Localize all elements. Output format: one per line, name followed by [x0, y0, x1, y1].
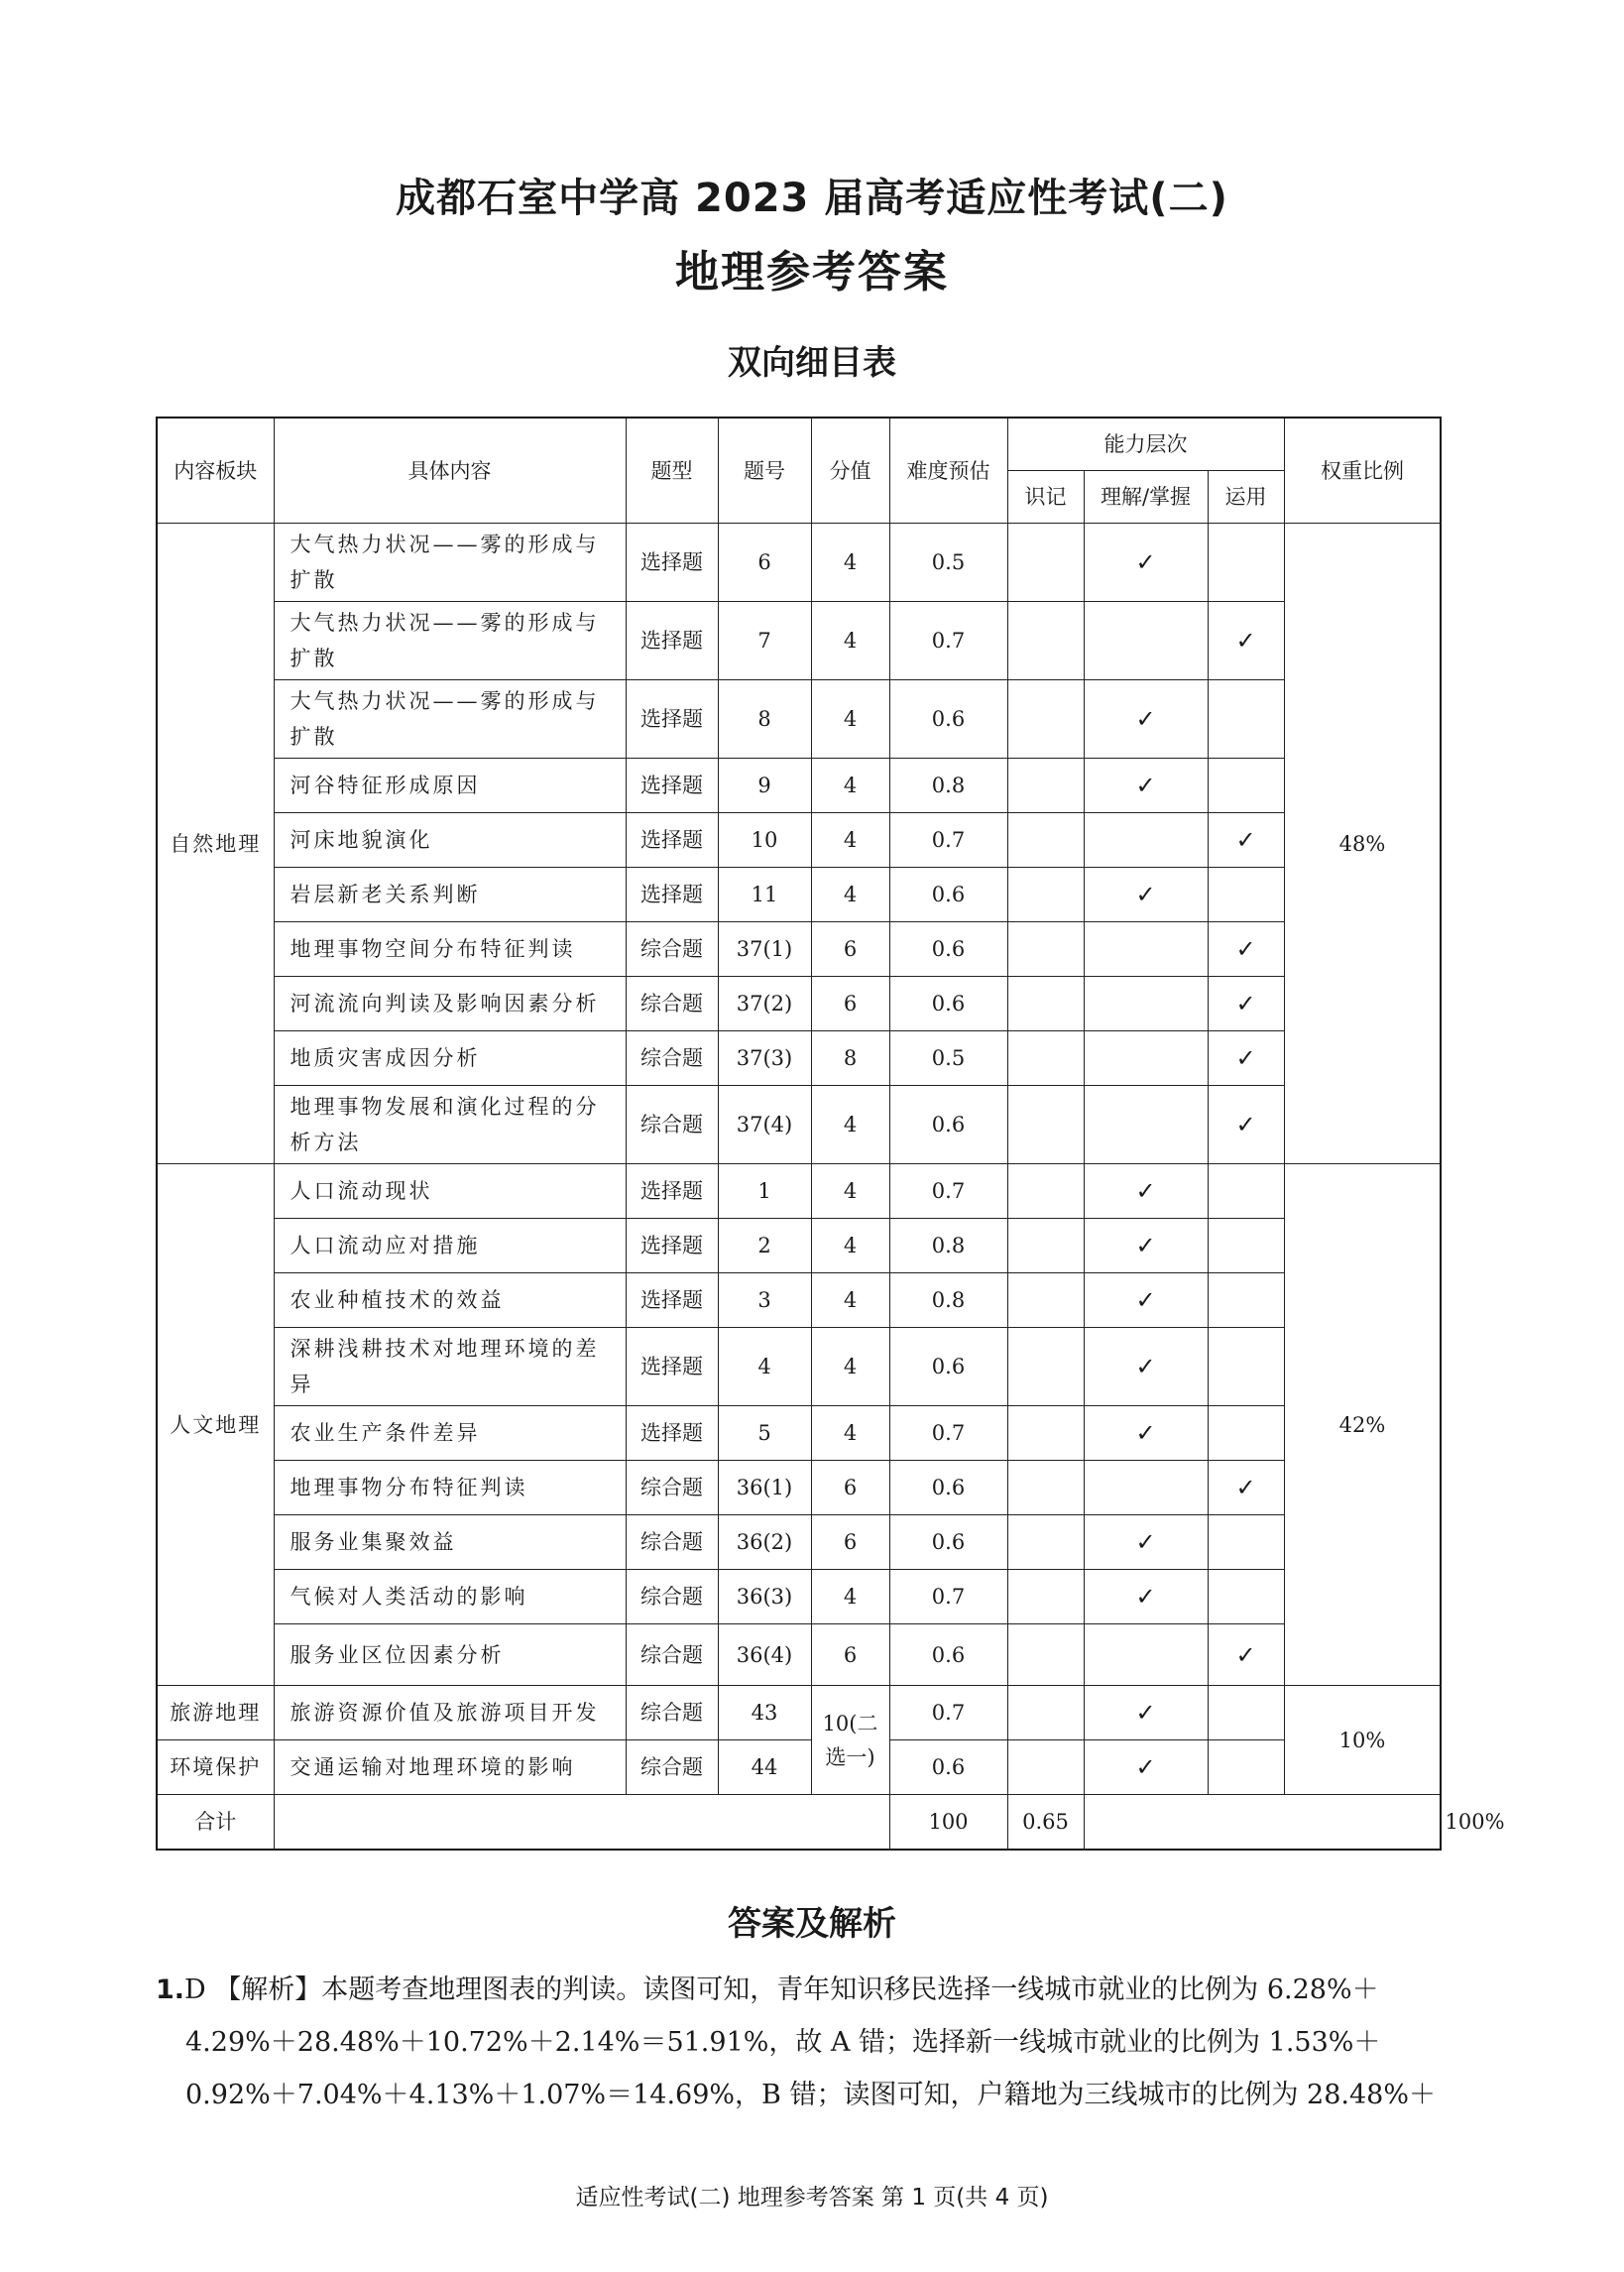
row-difficulty: 0.7 [889, 1406, 1007, 1461]
row-score: 6 [811, 977, 889, 1031]
row-difficulty: 0.6 [889, 1740, 1007, 1795]
block-human: 人文地理 [157, 1164, 274, 1686]
recall-cell [1007, 1461, 1084, 1515]
table-row [157, 680, 1441, 759]
row-difficulty: 0.7 [889, 813, 1007, 868]
row-content: 人口流动应对措施 [274, 1219, 626, 1273]
recall-cell [1007, 1624, 1084, 1686]
table-row [157, 1740, 1441, 1795]
row-score: 4 [811, 1406, 889, 1461]
row-content: 深耕浅耕技术对地理环境的差异 [274, 1328, 626, 1406]
row-content: 人口流动现状 [274, 1164, 626, 1219]
recall-cell [1007, 1219, 1084, 1273]
table-row [157, 1086, 1441, 1164]
recall-cell [1007, 1686, 1084, 1740]
check-mark-icon: ✓ [1084, 680, 1208, 759]
row-type: 综合题 [626, 1515, 718, 1570]
check-mark-icon: ✓ [1084, 759, 1208, 813]
row-score: 4 [811, 1164, 889, 1219]
understand-cell [1084, 977, 1208, 1031]
recall-cell [1007, 602, 1084, 680]
check-mark-icon: ✓ [1208, 922, 1284, 977]
row-score: 4 [811, 524, 889, 602]
row-difficulty: 0.8 [889, 759, 1007, 813]
row-content: 地理事物发展和演化过程的分析方法 [274, 1086, 626, 1164]
specification-table [156, 417, 1505, 1851]
check-mark-icon: ✓ [1084, 1328, 1208, 1406]
row-score: 6 [811, 1461, 889, 1515]
table-row [157, 1273, 1441, 1328]
row-content: 农业种植技术的效益 [274, 1273, 626, 1328]
table-row [157, 1219, 1441, 1273]
check-mark-icon: ✓ [1084, 1406, 1208, 1461]
recall-cell [1007, 759, 1084, 813]
recall-cell [1007, 813, 1084, 868]
row-number: 37(1) [718, 922, 811, 977]
table-row [157, 524, 1441, 602]
table-row [157, 1515, 1441, 1570]
apply-cell [1208, 524, 1284, 602]
check-mark-icon: ✓ [1084, 1515, 1208, 1570]
table-row [157, 1164, 1441, 1219]
row-type: 综合题 [626, 1740, 718, 1795]
row-content: 气候对人类活动的影响 [274, 1570, 626, 1624]
total-ability-empty [1084, 1795, 1441, 1851]
row-number: 44 [718, 1740, 811, 1795]
understand-cell [1084, 602, 1208, 680]
row-difficulty: 0.6 [889, 1461, 1007, 1515]
total-label: 合计 [157, 1795, 274, 1851]
apply-cell [1208, 1406, 1284, 1461]
row-difficulty: 0.8 [889, 1273, 1007, 1328]
recall-cell [1007, 1031, 1084, 1086]
check-mark-icon: ✓ [1084, 1219, 1208, 1273]
row-number: 43 [718, 1686, 811, 1740]
row-number: 37(2) [718, 977, 811, 1031]
row-number: 36(2) [718, 1515, 811, 1570]
recall-cell [1007, 524, 1084, 602]
row-type: 选择题 [626, 1219, 718, 1273]
recall-cell [1007, 977, 1084, 1031]
row-content: 岩层新老关系判断 [274, 868, 626, 922]
total-difficulty: 0.65 [1007, 1795, 1084, 1851]
check-mark-icon: ✓ [1084, 1686, 1208, 1740]
header-difficulty: 难度预估 [889, 418, 1007, 524]
check-mark-icon: ✓ [1208, 1086, 1284, 1164]
recall-cell [1007, 1570, 1084, 1624]
block-environment: 环境保护 [157, 1740, 274, 1795]
specification-table-title: 双向细目表 [728, 343, 896, 383]
recall-cell [1007, 868, 1084, 922]
table-row [157, 813, 1441, 868]
row-difficulty: 0.6 [889, 680, 1007, 759]
row-score: 4 [811, 1086, 889, 1164]
header-block: 内容板块 [157, 418, 274, 524]
check-mark-icon: ✓ [1084, 1740, 1208, 1795]
recall-cell [1007, 1164, 1084, 1219]
row-difficulty: 0.6 [889, 922, 1007, 977]
table-row [157, 1328, 1441, 1406]
row-score: 4 [811, 1273, 889, 1328]
total-empty [274, 1795, 889, 1851]
row-type: 选择题 [626, 1406, 718, 1461]
row-number: 7 [718, 602, 811, 680]
check-mark-icon: ✓ [1208, 1624, 1284, 1686]
row-number: 8 [718, 680, 811, 759]
row-score: 4 [811, 1219, 889, 1273]
answers-title: 答案及解析 [728, 1904, 896, 1944]
answer-line-3: 0.92%＋7.04%＋4.13%＋1.07%＝14.69%，B 错；读图可知，户籍地为三线城市的比例为 28.48%＋ [185, 2080, 1436, 2110]
row-number: 4 [718, 1328, 811, 1406]
block-tourism: 旅游地理 [157, 1686, 274, 1740]
row-content: 服务业集聚效益 [274, 1515, 626, 1570]
row-content: 旅游资源价值及旅游项目开发 [274, 1686, 626, 1740]
header-ability: 能力层次 [1007, 418, 1284, 471]
recall-cell [1007, 1086, 1084, 1164]
recall-cell [1007, 1328, 1084, 1406]
table-row [157, 1686, 1441, 1740]
row-content: 大气热力状况——雾的形成与扩散 [274, 680, 626, 759]
check-mark-icon: ✓ [1208, 977, 1284, 1031]
row-difficulty: 0.6 [889, 1086, 1007, 1164]
weight-human: 42% [1284, 1164, 1441, 1686]
apply-cell [1208, 1273, 1284, 1328]
row-content: 农业生产条件差异 [274, 1406, 626, 1461]
table-row [157, 868, 1441, 922]
exam-title: 成都石室中学高 2023 届高考适应性考试(二) [396, 176, 1228, 221]
answer-line-1: D 【解析】本题考查地理图表的判读。读图可知，青年知识移民选择一线城市就业的比例为 6.28%＋ [184, 1974, 1379, 2005]
row-content: 河床地貌演化 [274, 813, 626, 868]
check-mark-icon: ✓ [1208, 1031, 1284, 1086]
row-difficulty: 0.7 [889, 1164, 1007, 1219]
row-content: 地理事物分布特征判读 [274, 1461, 626, 1515]
understand-cell [1084, 1086, 1208, 1164]
row-score: 6 [811, 1515, 889, 1570]
row-content: 大气热力状况——雾的形成与扩散 [274, 524, 626, 602]
header-type: 题型 [626, 418, 718, 524]
check-mark-icon: ✓ [1084, 524, 1208, 602]
row-type: 选择题 [626, 524, 718, 602]
answer-line-2: 4.29%＋28.48%＋10.72%＋2.14%＝51.91%，故 A 错；选择新一线城市就业的比例为 1.53%＋ [185, 2027, 1381, 2058]
row-difficulty: 0.5 [889, 1031, 1007, 1086]
row-content: 服务业区位因素分析 [274, 1624, 626, 1686]
recall-cell [1007, 1515, 1084, 1570]
row-type: 选择题 [626, 1273, 718, 1328]
block-physical: 自然地理 [157, 524, 274, 1164]
row-number: 37(3) [718, 1031, 811, 1086]
row-type: 综合题 [626, 1461, 718, 1515]
row-difficulty: 0.7 [889, 1570, 1007, 1624]
row-type: 选择题 [626, 759, 718, 813]
row-content: 地质灾害成因分析 [274, 1031, 626, 1086]
row-number: 5 [718, 1406, 811, 1461]
row-difficulty: 0.6 [889, 1328, 1007, 1406]
apply-cell [1208, 1164, 1284, 1219]
understand-cell [1084, 1624, 1208, 1686]
check-mark-icon: ✓ [1208, 602, 1284, 680]
row-content: 大气热力状况——雾的形成与扩散 [274, 602, 626, 680]
row-score: 4 [811, 868, 889, 922]
row-number: 2 [718, 1219, 811, 1273]
row-score: 4 [811, 602, 889, 680]
row-type: 综合题 [626, 1686, 718, 1740]
answer-line [156, 1964, 1443, 2016]
row-number: 11 [718, 868, 811, 922]
row-number: 36(3) [718, 1570, 811, 1624]
total-row: 合计 100 0.65 100% [157, 1795, 1441, 1851]
row-score: 6 [811, 1624, 889, 1686]
table-row [157, 1461, 1441, 1515]
header-apply: 运用 [1208, 471, 1284, 524]
row-type: 综合题 [626, 1086, 718, 1164]
recall-cell [1007, 1406, 1084, 1461]
header-understand: 理解/掌握 [1084, 471, 1208, 524]
apply-cell [1208, 1740, 1284, 1795]
row-type: 选择题 [626, 868, 718, 922]
apply-cell [1208, 868, 1284, 922]
page-footer: 适应性考试(二) 地理参考答案 第 1 页(共 4 页) [575, 2185, 1049, 2211]
table-row [157, 1031, 1441, 1086]
row-type: 综合题 [626, 1570, 718, 1624]
row-type: 综合题 [626, 922, 718, 977]
recall-cell [1007, 1740, 1084, 1795]
row-score-elective: 10(二选一) [811, 1686, 889, 1795]
weight-elective: 10% [1284, 1686, 1441, 1795]
check-mark-icon: ✓ [1084, 1273, 1208, 1328]
row-number: 3 [718, 1273, 811, 1328]
row-content: 交通运输对地理环境的影响 [274, 1740, 626, 1795]
row-difficulty: 0.7 [889, 602, 1007, 680]
header-weight: 权重比例 [1284, 418, 1441, 524]
answer-title: 地理参考答案 [675, 247, 949, 298]
row-score: 8 [811, 1031, 889, 1086]
understand-cell [1084, 1461, 1208, 1515]
check-mark-icon: ✓ [1208, 1461, 1284, 1515]
check-mark-icon: ✓ [1084, 1164, 1208, 1219]
header-score: 分值 [811, 418, 889, 524]
row-score: 4 [811, 1570, 889, 1624]
row-number: 36(4) [718, 1624, 811, 1686]
row-difficulty: 0.8 [889, 1219, 1007, 1273]
total-score: 100 [889, 1795, 1007, 1851]
row-difficulty: 0.6 [889, 1624, 1007, 1686]
row-type: 综合题 [626, 977, 718, 1031]
table-row [157, 1624, 1441, 1686]
recall-cell [1007, 680, 1084, 759]
table-row [157, 1406, 1441, 1461]
row-difficulty: 0.6 [889, 868, 1007, 922]
row-difficulty: 0.6 [889, 1515, 1007, 1570]
understand-cell [1084, 813, 1208, 868]
answer-1 [156, 1964, 1443, 2121]
apply-cell [1208, 759, 1284, 813]
row-content: 河谷特征形成原因 [274, 759, 626, 813]
table-row [157, 759, 1441, 813]
row-content: 河流流向判读及影响因素分析 [274, 977, 626, 1031]
weight-physical: 48% [1284, 524, 1441, 1164]
recall-cell [1007, 1273, 1084, 1328]
row-score: 4 [811, 813, 889, 868]
row-type: 选择题 [626, 1164, 718, 1219]
row-number: 36(1) [718, 1461, 811, 1515]
apply-cell [1208, 680, 1284, 759]
table-row [157, 977, 1441, 1031]
row-number: 10 [718, 813, 811, 868]
table-row [157, 602, 1441, 680]
row-content: 地理事物空间分布特征判读 [274, 922, 626, 977]
row-number: 6 [718, 524, 811, 602]
row-number: 1 [718, 1164, 811, 1219]
understand-cell [1084, 922, 1208, 977]
row-score: 4 [811, 680, 889, 759]
apply-cell [1208, 1570, 1284, 1624]
table-row [157, 922, 1441, 977]
row-type: 综合题 [626, 1624, 718, 1686]
check-mark-icon: ✓ [1084, 868, 1208, 922]
check-mark-icon: ✓ [1208, 813, 1284, 868]
apply-cell [1208, 1686, 1284, 1740]
apply-cell [1208, 1515, 1284, 1570]
header-recall: 识记 [1007, 471, 1084, 524]
answer-number: 1. [156, 1974, 185, 2005]
table-row [157, 1570, 1441, 1624]
check-mark-icon: ✓ [1084, 1570, 1208, 1624]
row-score: 6 [811, 922, 889, 977]
header-content: 具体内容 [274, 418, 626, 524]
recall-cell [1007, 922, 1084, 977]
row-type: 选择题 [626, 602, 718, 680]
row-number: 37(4) [718, 1086, 811, 1164]
row-difficulty: 0.7 [889, 1686, 1007, 1740]
row-type: 综合题 [626, 1031, 718, 1086]
row-score: 4 [811, 759, 889, 813]
row-score: 4 [811, 1328, 889, 1406]
header-number: 题号 [718, 418, 811, 524]
understand-cell [1084, 1031, 1208, 1086]
apply-cell [1208, 1219, 1284, 1273]
row-type: 选择题 [626, 680, 718, 759]
row-type: 选择题 [626, 813, 718, 868]
row-type: 选择题 [626, 1328, 718, 1406]
row-difficulty: 0.5 [889, 524, 1007, 602]
table-header-row [157, 418, 1441, 471]
apply-cell [1208, 1328, 1284, 1406]
row-number: 9 [718, 759, 811, 813]
row-difficulty: 0.6 [889, 977, 1007, 1031]
